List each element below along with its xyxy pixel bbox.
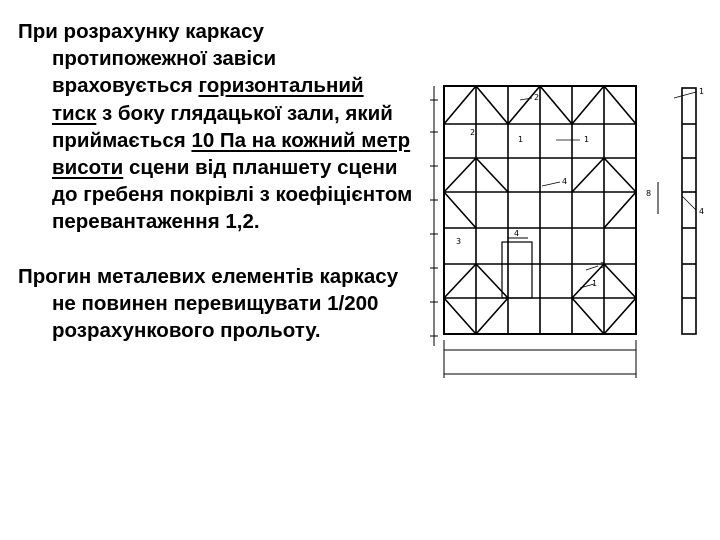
label-top-member: 2: [534, 93, 540, 102]
paragraph-deflection-limit: Прогин металевих елементів каркасу не повинен перевищувати 1/200 розрахункового прольоту.: [18, 264, 399, 343]
paragraph1-text-b: з боку глядацької зали, який приймається: [52, 101, 393, 152]
frame-drawing-svg: [420, 78, 720, 388]
label-vertical-a: 1: [518, 135, 524, 144]
label-section-side: 4: [699, 207, 705, 216]
label-section-top: 1: [699, 87, 705, 96]
underlined-horizontal-pressure: горизонтальний тиск: [52, 74, 364, 125]
curtain-frame-drawing: [420, 78, 720, 388]
paragraph-horizontal-pressure: [18, 18, 413, 236]
paragraph1-text-a: При розрахунку каркасу протипожежної завіси враховується: [18, 20, 277, 98]
label-left-bay: 3: [456, 237, 462, 246]
text-column: [18, 18, 413, 344]
label-diagonal: 2: [470, 128, 476, 137]
paragraph1-text-c: сцени від планшету сцени до гребеня покрівлі з коефіцієнтом перевантаження 1,2.: [52, 156, 413, 234]
label-brace: 3: [600, 261, 606, 270]
underlined-pressure-value: 10 Па на кожний метр висоти: [52, 128, 411, 180]
label-bottom: 1: [592, 279, 598, 288]
label-small: 8: [646, 189, 652, 198]
label-panel: 4: [562, 177, 568, 186]
label-vertical-b: 1: [584, 135, 590, 144]
label-dimension: 4: [514, 229, 520, 238]
